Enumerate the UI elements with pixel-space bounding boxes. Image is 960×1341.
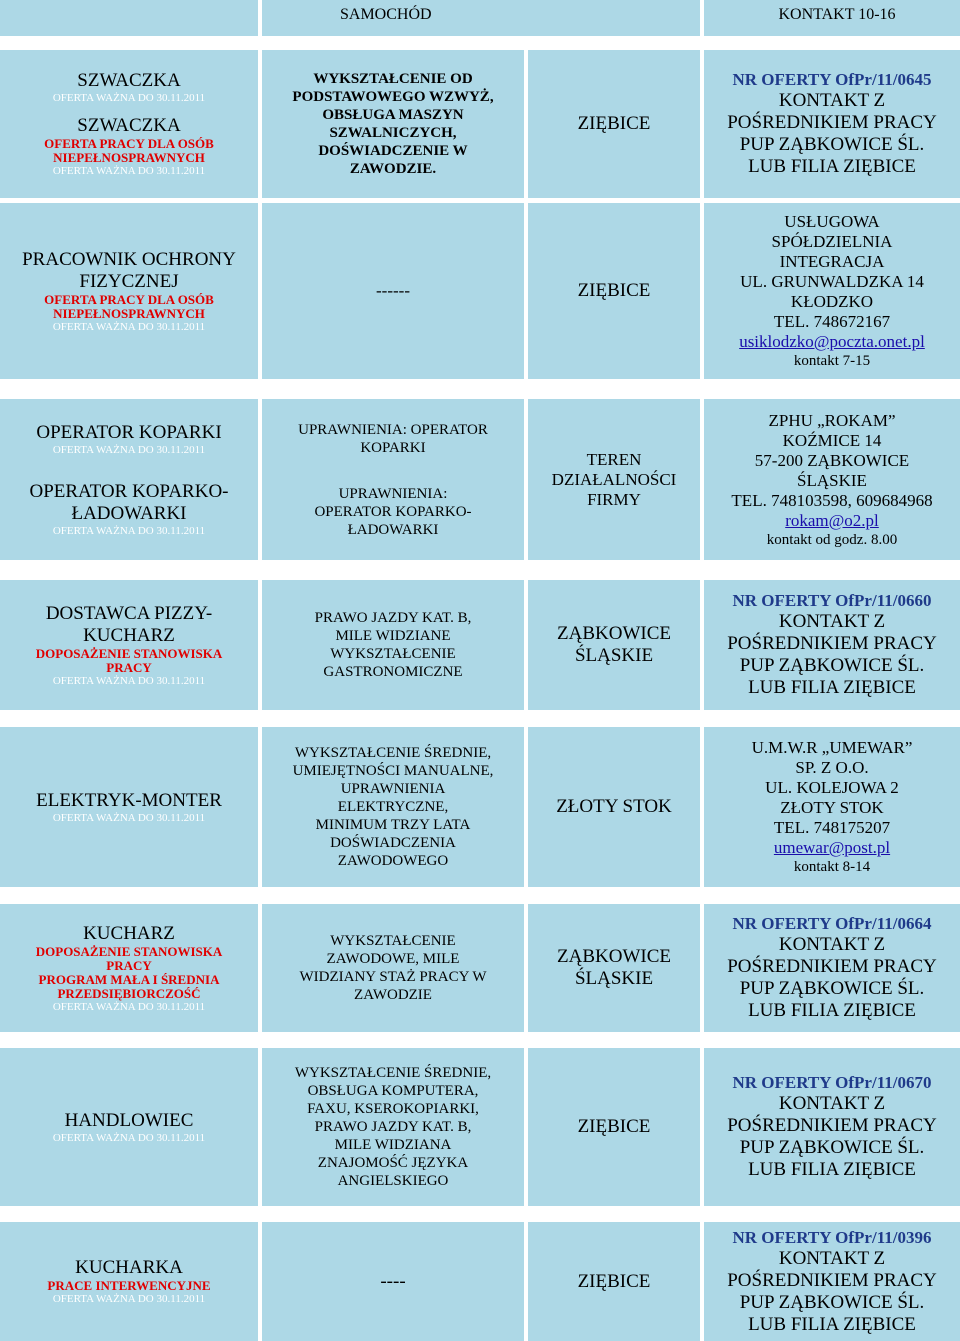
offer-note: OFERTA PRACY DLA OSÓB — [44, 291, 214, 307]
contact-line: SP. Z O.O. — [795, 758, 869, 777]
offer-note: PRACE INTERWENCYJNE — [47, 1278, 211, 1293]
contact-line: ZŁOTY STOK — [780, 798, 884, 817]
offer-note: NIEPEŁNOSPRAWNYCH — [53, 305, 205, 321]
requirement-line: WYKSZTAŁCENIE — [330, 933, 456, 949]
job-title: DOSTAWCA PIZZY-KUCHARZ — [45, 602, 213, 646]
requirement-line: UPRAWNIENIA — [340, 781, 446, 797]
requirement-line: WIDZIANY STAŻ PRACY W — [299, 969, 487, 985]
requirement-line: FAXU, KSEROKOPIARKI, — [307, 1101, 479, 1117]
contact-line: 57-200 ZĄBKOWICE — [754, 450, 910, 470]
contact-cell — [704, 1222, 960, 1341]
requirement-line: OBSŁUGA KOMPUTERA, — [307, 1083, 479, 1099]
validity-note: OFERTA WAŻNA DO 30.11.2011 — [52, 320, 206, 333]
header-contact: KONTAKT 10-16 — [704, 0, 960, 36]
contact-line: INTEGRACJA — [779, 252, 885, 271]
offer-row — [0, 1048, 960, 1206]
contact-cell — [704, 580, 960, 710]
contact-cell — [704, 727, 960, 887]
job-title: PRACOWNIK OCHRONY FIZYCZNEJ — [22, 248, 236, 292]
requirement-line: MILE WIDZIANA — [334, 1137, 452, 1153]
contact-line: KONTAKT Z — [778, 611, 886, 632]
location-cell — [528, 399, 700, 560]
job-title: SZWACZKA — [77, 70, 181, 91]
job-cell — [0, 203, 258, 379]
offer-note: PRACY — [106, 957, 152, 973]
offer-note: PRZEDSIĘBIORCZOŚĆ — [57, 985, 201, 1001]
requirement-line: PODSTAWOWEGO WZWYŻ, — [292, 89, 494, 105]
offer-row — [0, 399, 960, 560]
requirement-line: WYKSZTAŁCENIE OD — [313, 71, 473, 87]
contact-line: PUP ZĄBKOWICE ŚL. — [739, 134, 925, 155]
requirement-line: ZAWODZIE. — [349, 161, 437, 177]
contact-line: POŚREDNIKIEM PRACY — [727, 956, 937, 977]
contact-line: TEL. 748175207 — [773, 818, 891, 837]
requirement-line: ---- — [380, 1270, 406, 1292]
offer-note: PROGRAM MAŁA I ŚREDNIA — [38, 971, 220, 987]
contact-line: POŚREDNIKIEM PRACY — [727, 1115, 937, 1136]
requirement-line: ZAWODOWEGO — [337, 853, 449, 869]
requirements-cell — [262, 50, 524, 198]
offer-number: NR OFERTY OfPr/11/0645 — [732, 70, 932, 89]
contact-cell — [704, 399, 960, 560]
job-title: KUCHARKA — [75, 1257, 183, 1278]
job-cell — [0, 904, 258, 1032]
requirement-line: PRAWO JAZDY KAT. B, — [314, 610, 472, 626]
requirements-cell — [262, 904, 524, 1032]
location-cell — [528, 50, 700, 198]
location-line: ZĄBKOWICE — [557, 623, 671, 644]
requirement-line: WYKSZTAŁCENIE ŚREDNIE, — [294, 745, 492, 761]
contact-hours: kontakt od godz. 8.00 — [766, 531, 898, 548]
job-cell — [0, 580, 258, 710]
header-vehicle: SAMOCHÓD — [262, 0, 700, 36]
contact-line: LUB FILIA ZIĘBICE — [748, 156, 916, 177]
requirement-line: KOPARKI — [360, 439, 426, 456]
contact-line: UL. GRUNWALDZKA 14 — [740, 272, 924, 291]
requirements-cell — [262, 727, 524, 887]
location-cell — [528, 1048, 700, 1206]
location-line: ZIĘBICE — [577, 1270, 651, 1292]
offer-row — [0, 1222, 960, 1341]
location-line: ZĄBKOWICE — [557, 946, 671, 967]
requirement-line: MILE WIDZIANE — [335, 628, 451, 644]
offer-row — [0, 580, 960, 710]
job-cell — [0, 1222, 258, 1341]
contact-cell — [704, 1048, 960, 1206]
contact-line: KONTAKT Z — [778, 1247, 886, 1269]
email-link[interactable]: usiklodzko@poczta.onet.pl — [739, 332, 925, 351]
validity-note: OFERTA WAŻNA DO 30.11.2011 — [52, 1131, 206, 1144]
offer-row — [0, 50, 960, 198]
contact-line: TEL. 748672167 — [773, 312, 891, 331]
requirement-line: OPERATOR KOPARKO- — [314, 503, 472, 520]
validity-note: OFERTA WAŻNA DO 30.11.2011 — [52, 92, 206, 104]
contact-line: PUP ZĄBKOWICE ŚL. — [739, 1137, 925, 1158]
requirement-line: UPRAWNIENIA: OPERATOR — [298, 421, 488, 438]
requirement-line: UMIEJĘTNOŚCI MANUALNE, — [292, 763, 494, 779]
requirement-line: DOŚWIADCZENIE W — [318, 143, 468, 159]
contact-line: KONTAKT Z — [778, 934, 886, 955]
job-title: ELEKTRYK-MONTER — [36, 789, 222, 811]
contact-line: LUB FILIA ZIĘBICE — [748, 1159, 916, 1180]
validity-note: OFERTA WAŻNA DO 30.11.2011 — [52, 524, 206, 537]
requirement-line: UPRAWNIENIA: — [338, 485, 448, 502]
job-title: SZWACZKA — [77, 115, 181, 136]
requirement-line: ELEKTRYCZNE, — [337, 799, 449, 815]
requirement-line: ŁADOWARKI — [347, 521, 439, 538]
offer-number: NR OFERTY OfPr/11/0396 — [732, 1227, 932, 1247]
requirement-line: ZAWODZIE — [354, 987, 432, 1003]
validity-note: OFERTA WAŻNA DO 30.11.2011 — [52, 811, 206, 824]
offer-number: NR OFERTY OfPr/11/0670 — [732, 1073, 932, 1092]
location-line: ŚLĄSKIE — [574, 645, 654, 666]
contact-line: U.M.W.R „UMEWAR” — [751, 738, 913, 757]
location-cell — [528, 904, 700, 1032]
offer-number: NR OFERTY OfPr/11/0660 — [732, 591, 932, 610]
contact-cell — [704, 203, 960, 379]
job-title: OPERATOR KOPARKO-ŁADOWARKI — [29, 480, 229, 524]
location-line: DZIAŁALNOŚCI — [551, 469, 677, 489]
requirement-line: ------ — [376, 281, 410, 300]
location-line: ZIĘBICE — [577, 1116, 651, 1137]
validity-note: OFERTA WAŻNA DO 30.11.2011 — [52, 1293, 206, 1305]
contact-line: USŁUGOWA — [784, 212, 880, 231]
location-line: ŚLĄSKIE — [574, 968, 654, 989]
contact-hours: kontakt 8-14 — [793, 859, 871, 875]
job-cell — [0, 727, 258, 887]
requirement-line: GASTRONOMICZNE — [323, 664, 463, 680]
contact-line: LUB FILIA ZIĘBICE — [748, 1000, 916, 1021]
contact-line: ŚLĄSKIE — [797, 470, 867, 490]
job-cell — [0, 1048, 258, 1206]
requirement-line: PRAWO JAZDY KAT. B, — [314, 1119, 472, 1135]
requirement-line: MINIMUM TRZY LATA — [315, 817, 471, 833]
contact-line: POŚREDNIKIEM PRACY — [727, 112, 937, 133]
contact-line: ZPHU „ROKAM” — [768, 410, 896, 430]
offer-note: OFERTA PRACY DLA OSÓB — [44, 136, 214, 151]
contact-line: LUB FILIA ZIĘBICE — [748, 677, 916, 698]
offer-row — [0, 727, 960, 887]
contact-line: KOŹMICE 14 — [782, 430, 882, 450]
location-line: ZIĘBICE — [577, 113, 651, 134]
location-line: FIRMY — [587, 489, 641, 509]
header-spacer — [0, 0, 258, 36]
validity-note: OFERTA WAŻNA DO 30.11.2011 — [52, 674, 206, 687]
requirement-line: WYKSZTAŁCENIE ŚREDNIE, — [294, 1065, 492, 1081]
email-link[interactable]: rokam@o2.pl — [785, 510, 879, 530]
requirements-cell — [262, 1222, 524, 1341]
location-cell — [528, 727, 700, 887]
job-cell — [0, 50, 258, 198]
offer-note: DOPOSAŻENIE STANOWISKA — [35, 943, 223, 959]
offer-note: PRACY — [106, 659, 152, 675]
contact-line: PUP ZĄBKOWICE ŚL. — [739, 655, 925, 676]
requirement-line: ZAWODOWE, MILE — [326, 951, 460, 967]
requirement-line: ANGIELSKIEGO — [337, 1173, 449, 1189]
location-line: ZIĘBICE — [577, 280, 651, 301]
location-cell — [528, 203, 700, 379]
contact-line: PUP ZĄBKOWICE ŚL. — [739, 978, 925, 999]
validity-note: OFERTA WAŻNA DO 30.11.2011 — [52, 165, 206, 177]
contact-cell — [704, 904, 960, 1032]
requirements-cell — [262, 203, 524, 379]
requirement-line: OBSŁUGA MASZYN — [322, 107, 464, 123]
requirements-cell — [262, 399, 524, 560]
location-line: TEREN — [586, 449, 642, 469]
offer-number: NR OFERTY OfPr/11/0664 — [732, 914, 932, 933]
location-cell — [528, 1222, 700, 1341]
requirement-line: WYKSZTAŁCENIE — [330, 646, 456, 662]
requirements-cell — [262, 580, 524, 710]
contact-line: KONTAKT Z — [778, 1093, 886, 1114]
offer-row — [0, 203, 960, 379]
contact-cell — [704, 50, 960, 198]
location-line: ZŁOTY STOK — [556, 796, 672, 817]
contact-hours: kontakt 7-15 — [793, 353, 871, 369]
contact-line: KŁODZKO — [790, 292, 874, 311]
validity-note: OFERTA WAŻNA DO 30.11.2011 — [52, 1000, 206, 1013]
requirement-line: SZWALNICZYCH, — [329, 125, 457, 141]
contact-line: KONTAKT Z — [778, 90, 886, 111]
requirements-cell — [262, 1048, 524, 1206]
validity-note: OFERTA WAŻNA DO 30.11.2011 — [52, 443, 206, 456]
contact-line: UL. KOLEJOWA 2 — [765, 778, 899, 797]
offer-note: NIEPEŁNOSPRAWNYCH — [53, 150, 205, 165]
contact-line: LUB FILIA ZIĘBICE — [748, 1313, 916, 1335]
job-title: OPERATOR KOPARKI — [36, 421, 222, 443]
job-title: KUCHARZ — [83, 922, 175, 944]
job-title: HANDLOWIEC — [64, 1109, 194, 1131]
header-row — [0, 0, 960, 36]
offer-row — [0, 904, 960, 1032]
contact-line: POŚREDNIKIEM PRACY — [727, 633, 937, 654]
job-cell — [0, 399, 258, 560]
email-link[interactable]: umewar@post.pl — [773, 838, 891, 857]
offer-note: DOPOSAŻENIE STANOWISKA — [35, 645, 223, 661]
requirement-line: DOŚWIADCZENIA — [330, 835, 456, 851]
contact-line: SPÓŁDZIELNIA — [771, 232, 893, 251]
contact-line: POŚREDNIKIEM PRACY — [727, 1269, 937, 1291]
requirement-line: ZNAJOMOŚĆ JĘZYKA — [317, 1155, 469, 1171]
contact-line: PUP ZĄBKOWICE ŚL. — [739, 1291, 925, 1313]
contact-line: TEL. 748103598, 609684968 — [731, 490, 933, 510]
location-cell — [528, 580, 700, 710]
